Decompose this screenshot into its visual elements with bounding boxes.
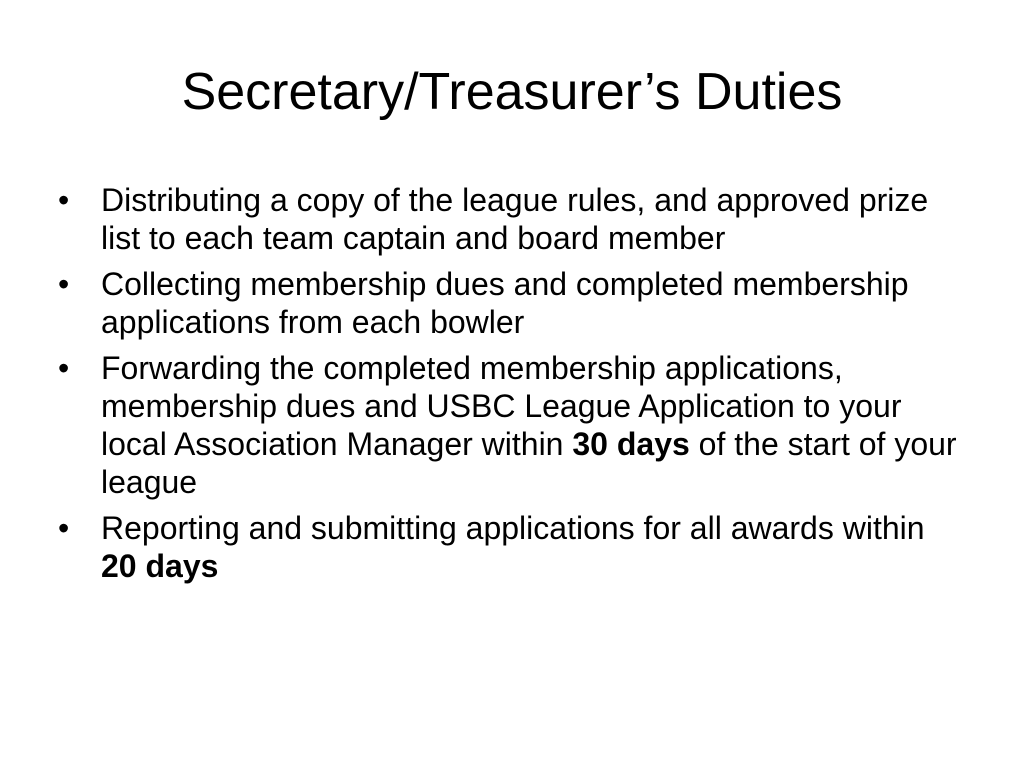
bullet-text-segment: Reporting and submitting applications for all awards within	[101, 510, 925, 546]
bullet-item	[58, 265, 958, 341]
bullet-text-emphasis: 20 days	[101, 548, 219, 584]
bullet-text	[101, 350, 957, 500]
bullet-text-segment: Collecting membership dues and completed membership applications from each bowler	[101, 266, 909, 340]
bullet-icon: •	[58, 350, 70, 386]
bullet-text-segment: of the start of your league	[101, 426, 957, 500]
bullet-item	[58, 509, 958, 585]
bullet-icon: •	[58, 182, 70, 218]
bullet-text	[101, 510, 925, 584]
bullet-item	[58, 181, 958, 257]
slide-title: Secretary/Treasurer’s Duties	[181, 63, 843, 121]
bullet-text-segment: Distributing a copy of the league rules, and approved prize list to each team captain and board member	[101, 182, 929, 256]
bullet-text-emphasis: 30 days	[572, 426, 690, 462]
bullet-icon: •	[58, 510, 70, 546]
bullet-text	[101, 182, 928, 256]
bullet-icon: •	[58, 266, 70, 302]
bullet-text-segment: Forwarding the completed membership applications, membership dues and USBC League Application to your local Association Manager within	[101, 350, 902, 462]
bullet-list	[58, 181, 958, 593]
bullet-text	[101, 266, 909, 340]
bullet-item	[58, 349, 958, 501]
